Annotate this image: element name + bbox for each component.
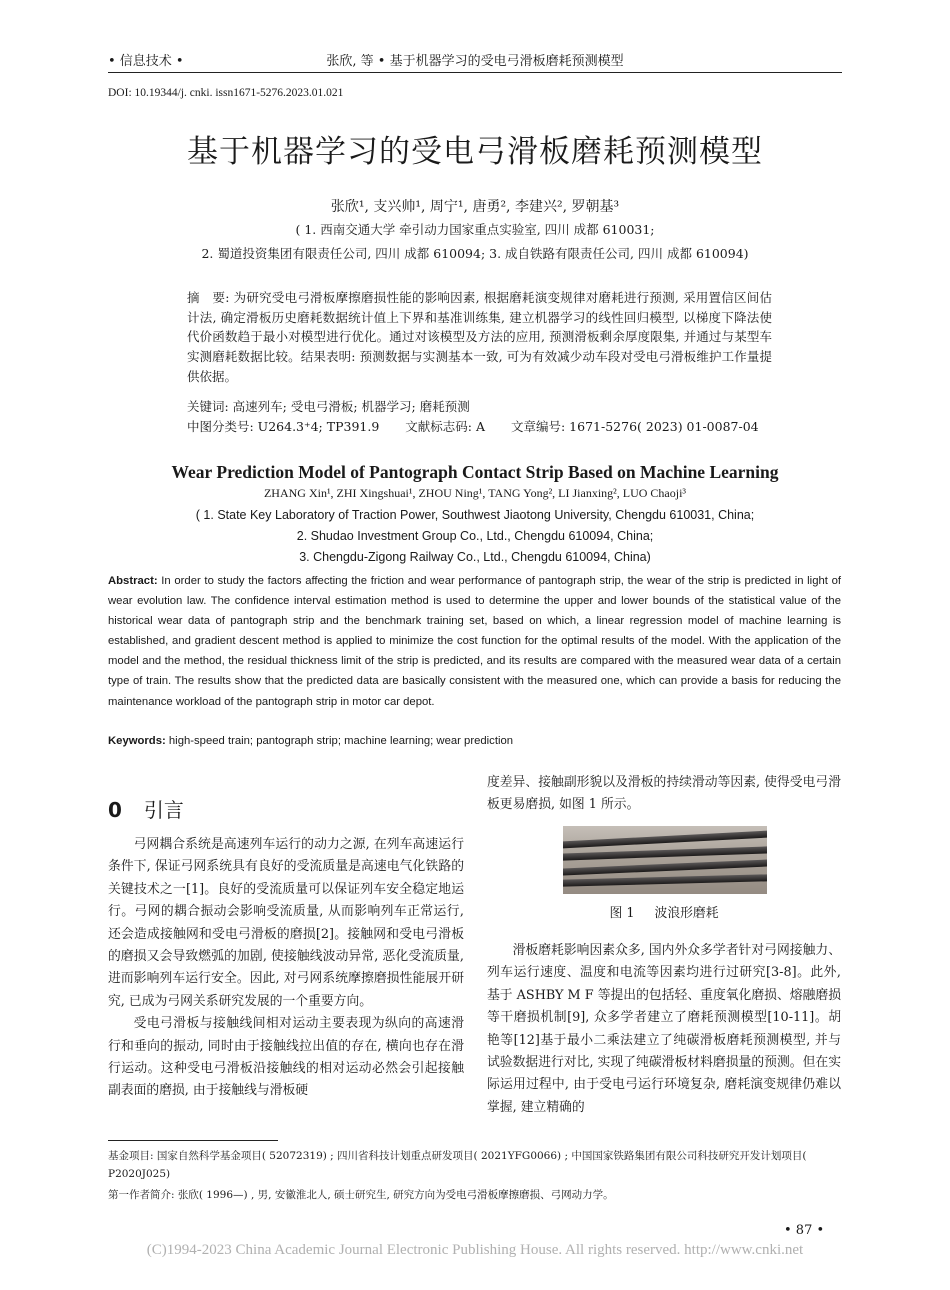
figure-caption-text: 波浪形磨耗	[654, 906, 719, 921]
affiliation-cn-2: 2. 蜀道投资集团有限责任公司, 四川 成都 610094; 3. 成自铁路有限责任公司, 四川 成都 610094)	[201, 246, 749, 261]
strip-4	[563, 874, 767, 887]
doi: DOI: 10.19344/j. cnki. issn1671-5276.2023.01.021	[108, 87, 344, 99]
keywords-en-text: high-speed train; pantograph strip; machine learning; wear prediction	[165, 735, 514, 747]
classification-info	[187, 417, 785, 435]
strip-1	[563, 830, 767, 849]
header-rule	[108, 72, 842, 73]
figure-caption	[487, 902, 841, 921]
keywords-en-label: Keywords:	[108, 735, 166, 747]
page-title: 基于机器学习的受电弓滑板磨耗预测模型	[187, 134, 763, 170]
authors-cn: 张欣¹, 支兴帅¹, 周宁¹, 唐勇², 李建兴², 罗朝基³	[330, 199, 620, 215]
section-heading	[108, 794, 184, 823]
running-header	[108, 50, 842, 74]
paragraph: 受电弓滑板与接触线间相对运动主要表现为纵向的高速滑行和垂向的振动, 同时由于接触线拉出值的存在, 横向也存在滑行运动。这种受电弓滑板沿接触线的相对运动必然会引起接触副表面的磨损, 由于接触线与滑板硬	[108, 1016, 464, 1099]
section-label: • 信息技术 •	[108, 54, 184, 69]
clc-number: 中图分类号: U264.3⁺4; TP391.9	[187, 419, 380, 434]
abstract-en-label: Abstract:	[108, 575, 158, 587]
right-column-top	[487, 772, 841, 817]
doc-code: 文献标志码: A	[405, 419, 485, 434]
section-title: 引言	[143, 798, 184, 822]
paragraph: 弓网耦合系统是高速列车运行的动力之源, 在列车高速运行条件下, 保证弓网系统具有良好的受流质量是高速电气化铁路的关键技术之一[1]。良好的受流质量可以保证列车安全稳定地运行。弓网的耦合振动会影响受流质量, 从而影响列车正常运行, 还会造成接触网和受电弓滑板的磨损[2]。接触网和受电弓滑板的磨损又会导致燃弧的加剧, 使接触线波动异常, 恶化受流质量, 进而影响列车运行安全。因此, 对弓网系统摩擦磨损性能展开研究, 已成为弓网关系研究发展的一个重要方向。	[108, 837, 464, 1009]
keywords-cn: 关键词: 高速列车; 受电弓滑板; 机器学习; 磨耗预测	[187, 399, 470, 414]
abstract-cn: 摘 要: 为研究受电弓滑板摩擦磨损性能的影响因素, 根据磨耗演变规律对磨耗进行预测, 采用置信区间估计法, 确定滑板历史磨耗数据统计值上下界和基准训练集, 建立机器学习的线性回归模型, 以梯度下降法使代价函数趋于最小对模型进行优化。通过对该模型及方法的应用, 预测滑板剩余厚度限集, 并通过与某型车实测磨耗数据比较。结果表明: 预测数据与实测基本一致, 可为有效减少动车段对受电弓滑板维护工作量提供依据。	[187, 290, 772, 384]
authors-en: ZHANG Xin¹, ZHI Xingshuai¹, ZHOU Ning¹, TANG Yong², LI Jianxing², LUO Chaoji³	[263, 486, 687, 500]
footnote-author: 第一作者简介: 张欣( 1996—) , 男, 安徽淮北人, 硕士研究生, 研究方向为受电弓滑板摩擦磨损、弓网动力学。	[108, 1189, 614, 1201]
figure-1-image	[563, 826, 767, 894]
left-column	[108, 834, 464, 1103]
strip-2	[563, 846, 767, 861]
footnote-rule	[108, 1140, 278, 1141]
paragraph: 滑板磨耗影响因素众多, 国内外众多学者针对弓网接触力、列车运行速度、温度和电流等因素均进行过研究[3-8]。此外, 基于 ASHBY M F 等提出的包括轻、重度氧化磨损、熔融磨损等干磨损机制[9], 众多学者建立了磨耗预测模型[10-11]。胡艳等[12]基于最小二乘法建立了纯碳滑板磨耗预测模型, 并与试验数据进行对比, 实现了纯碳滑板材料磨损量的预测。但在实际运用过程中, 由于受电弓运行环境复杂, 磨耗演变规律仍难以掌握, 建立精确的	[487, 943, 841, 1115]
footnote-funding: 基金项目: 国家自然科学基金项目( 52072319) ; 四川省科技计划重点研发项目( 2021YFG0066) ; 中国国家铁路集团有限公司科技研究开发计划项目( P2020J025)	[108, 1150, 807, 1180]
strip-3	[563, 859, 767, 876]
keywords-en	[108, 735, 513, 747]
page-number: • 87 •	[784, 1223, 825, 1238]
title-en: Wear Prediction Model of Pantograph Contact Strip Based on Machine Learning	[171, 462, 779, 482]
affiliation-cn-1: ( 1. 西南交通大学 牵引动力国家重点实验室, 四川 成都 610031;	[295, 222, 655, 237]
copyright-watermark: (C)1994-2023 China Academic Journal Electronic Publishing House. All rights reserved. http://www.cnki.net	[146, 1242, 804, 1258]
affiliation-en-3: 3. Chengdu-Zigong Railway Co., Ltd., Chengdu 610094, China)	[299, 550, 651, 564]
section-number: 0	[108, 798, 122, 822]
abstract-en	[108, 571, 841, 712]
figure-label: 图 1	[609, 906, 635, 921]
paragraph: 度差异、接触副形貌以及滑板的持续滑动等因素, 使得受电弓滑板更易磨损, 如图 1 所示。	[487, 775, 841, 813]
right-column-bottom	[487, 940, 841, 1119]
abstract-en-text: In order to study the factors affecting the friction and wear performance of pantograph strip, the wear of the strip is predicted in light of wear evolution law. The confidence interval estimation method is used to determine the upper and lower bounds of the statistical value of the historical wear data of pantograph strip and the benchmark training set, based on which, a linear regression model of machine learning is established, and gradient descent method is applied to minimize the cost function for the optimal results of the model. With the application of the model and the method, the residual thickness limit of the strip is predicted, and its results are compared with the measured wear data of a certain type of train. The results show that the predicted data are basically consistent with the measured one, which can provide a basis for reducing the maintenance workload of the pantograph strip in motor car depot.	[108, 575, 841, 708]
affiliation-en-2: 2. Shudao Investment Group Co., Ltd., Chengdu 610094, China;	[296, 529, 654, 543]
article-number: 文章编号: 1671-5276( 2023) 01-0087-04	[511, 419, 759, 434]
running-title: 张欣, 等 • 基于机器学习的受电弓滑板磨耗预测模型	[326, 54, 624, 69]
affiliation-en-1: ( 1. State Key Laboratory of Traction Power, Southwest Jiaotong University, Chengdu 610031, China;	[195, 508, 755, 522]
